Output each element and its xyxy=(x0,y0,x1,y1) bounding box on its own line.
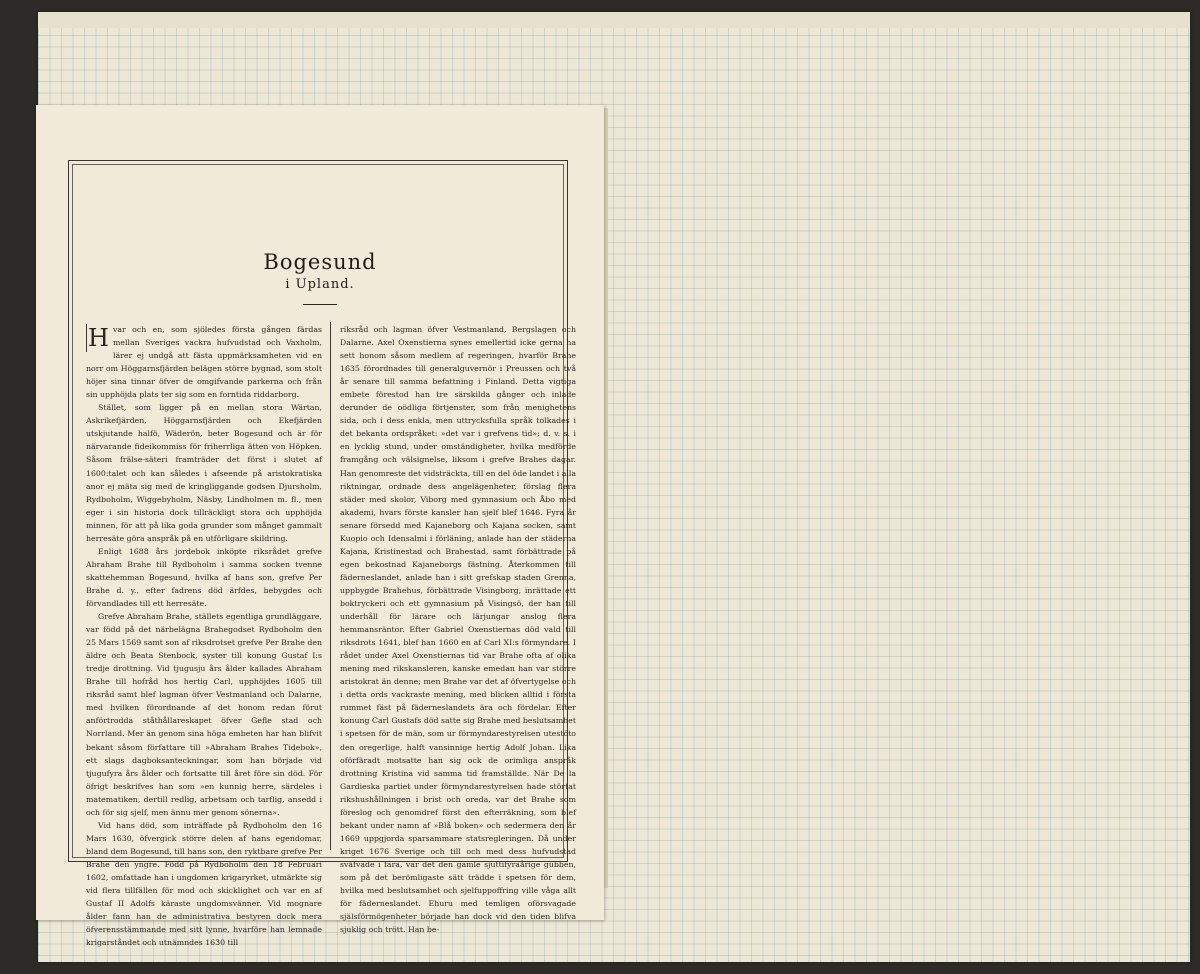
paragraph: Vid hans död, som inträffade på Rydboholm den 16 Mars 1630, öfvergick större delen af hans egendomar, bland dem Bogesund, till hans son, den ryktbare grefve Per Brahe den yngre. Född på Rydboholm den 18 Februari 1602, omfattade han i ungdomen krigaryrket, utmärkte sig vid flera tillfällen för mod och skicklighet och var en af Gustaf II Adolfs käraste ungdomsvänner. Vid mognare ålder fann han de administrativa bestyren dock mera öfverensstämmande med sitt lynne, hvarföre han lemnade krigarståndet och utnämndes 1630 till xyxy=(86,820,322,948)
column-divider xyxy=(330,322,331,850)
drop-cap: H xyxy=(88,324,109,352)
paragraph: Stället, som ligger på en mellan stora Wärtan, Askrikefjärden, Höggarnsfjärden och Ekefjärden utskjutande halfö, Wäderön, beter Bogesund och är för närvarande fideikommiss för friherrliga ätten von Höpken. Såsom frälse-säteri framträder det först i slutet af 1600:talet och kan således i afseende på aristokratiska anor ej mäta sig med de kringliggande godsen Djursholm, Rydboholm, Wiggebyholm, Näsby, Lindholmen m. fl., men eger i sin historia dock tillräckligt stora och upphöjda minnen, för att på lika goda grunder som månget gammalt herresäte göra anspråk på en utförligare skildring. xyxy=(86,403,322,543)
article-left-column xyxy=(86,323,322,948)
paragraph: Grefve Abraham Brahe, ställets egentliga grundläggare, var född på det närbelägna Brahegodset Rydboholm den 25 Mars 1569 samt son af riksdrotset grefve Per Brahe den äldre och Beata Stenbock, syster till konung Gustaf I:s tredje drottning. Vid tjugusju års ålder kallades Abraham Brahe till hofråd hos hertig Carl, upphöjdes 1605 till riksråd samt blef lagman öfver Vestmanland och Dalarne, med hvilken förordnande af det honom redan förut anförtrodda ståthållareskapet öfver Gefle stad och Norrland. Mer än genom sina höga embeten har han blifvit bekant såsom författare till »Abraham Brahes Tidebok», ett slags dagboksanteckningar, som han började vid tjugufyra års ålder och fortsatte till året före sin död. För öfrigt beskrifves han som »en kunnig herre, särdeles i matematiken, dertill redlig, arbetsam och tarflig, ansedd i och för sig sjelf, men ännu mer genom sönerna». xyxy=(86,612,322,817)
article-subtitle: i Upland. xyxy=(285,277,355,292)
title-divider xyxy=(303,304,337,305)
paragraph: Enligt 1688 års jordebok inköpte riksrådet grefve Abraham Brahe till Rydboholm i samma socken tvenne skattehemman Bogesund, hvilka af hans son, grefve Per Brahe d. y., efter fadrens död ärfdes, bebygdes och förvandlades till ett herresäte. xyxy=(86,546,322,608)
paragraph: H var och en, som sjöledes första gången färdas mellan Sveriges vackra hufvudstad och Vaxholm, lärer ej undgå att fästa uppmärksamheten vid en norr om Höggarnsfjärden belägen större bygnad, som stolt höjer sina tinnar öfver de omgifvande parkerna och från sin upphöjda plats ter sig som en forntida riddarborg. xyxy=(86,324,322,400)
article-right-column xyxy=(340,323,576,935)
article-title: Bogesund xyxy=(263,250,377,274)
paragraph: riksråd och lagman öfver Vestmanland, Bergslagen och Dalarne. Axel Oxenstierna synes emellertid icke gerna ha sett honom såsom medlem af regeringen, hvarför Brahe 1635 förordnades till generalguvernör i Preussen och två år senare till samma befattning i Finland. Detta vigtiga embete förestod han tre särskilda gånger och inlade derunder de oödliga förtjenster, som från menighetens sida, och i dess enkla, men uttrycksfulla språk tolkades i det bekanta ordspråket: »det var i grefvens tid»; d. v. s. i en lycklig stund, under omständigheter, hvilka medförde framgång och välsignelse, liksom i grefve Brahes dagar. Han genomreste det vidsträckta, till en del öde landet i alla riktningar, ordnade dess angelägenheter, förslag flera städer med skolor, Viborg med gymnasium och Åbo med akademi, hvars förste kansler han sjelf blef 1646. Fyra år senare försedd med Kajaneborg och Kajana socken, samt Kuopio och Idensalmi i förläning, anlade han der städerna Kajana, Kristinestad och Brahestad, samt förbättrade på egen bekostnad Kajaneborgs fästning. Återkommen till fäderneslandet, anlade han i sitt grefskap staden Grenna, uppbygde Brahehus, förbättrade Visingborg, inrättade ett boktryckeri och ett gymnasium på Visingsö, der han till underhåll för lärare och lärjungar anslog flera hemmansräntor. Efter Gabriel Oxenstiernas död vald till riksdrots 1641, blef han 1660 en af Carl XI:s förmyndare. I rådet under Axel Oxenstiernas tid var Brahe ofta af olika mening med rikskansleren, kanske emedan han var större aristokrat än denne; men Brahe var det af öfvertygelse och i detta ords vackraste mening, med blicken alltid i första rummet fäst på fäderneslandets ära och fördelar. Efter konung Carl Gustafs död satte sig Brahe med beslutsamhet i spetsen för de män, som ur förmyndarestyrelsen utestöto den oregerlige, halft vansinnige hertig Adolf Johan. Lika oförfäradt motsatte han sig ock de orimliga anspråk drottning Kristina vid samma tid framställde. När De la Gardieska partiet under förmyndarestyrelsen hade störtat rikshushållningen i brist och oreda, var det Brahe som föreslog och genomdref först den efterräkning, som blef bekant under namn af »Blå boken» och sedermera den år 1669 uppgjorda sparsammare statsregleringen. Då under kriget 1676 Sverige och till och med dess hufvudstad sväfvade i fara, var det den gamle sjuttifyraårige gubben, som på det berömligaste sätt trädde i spetsen för dem, hvilka med beslutsamhet och sjelfuppoffring ville våga allt för fäderneslandet. Ehuru med temligen oförsvagade själsförmögenheter började han dock vid den tiden blifva sjuklig och trött. Han be- xyxy=(340,325,576,935)
grid-sheet-top-band xyxy=(38,12,1190,28)
